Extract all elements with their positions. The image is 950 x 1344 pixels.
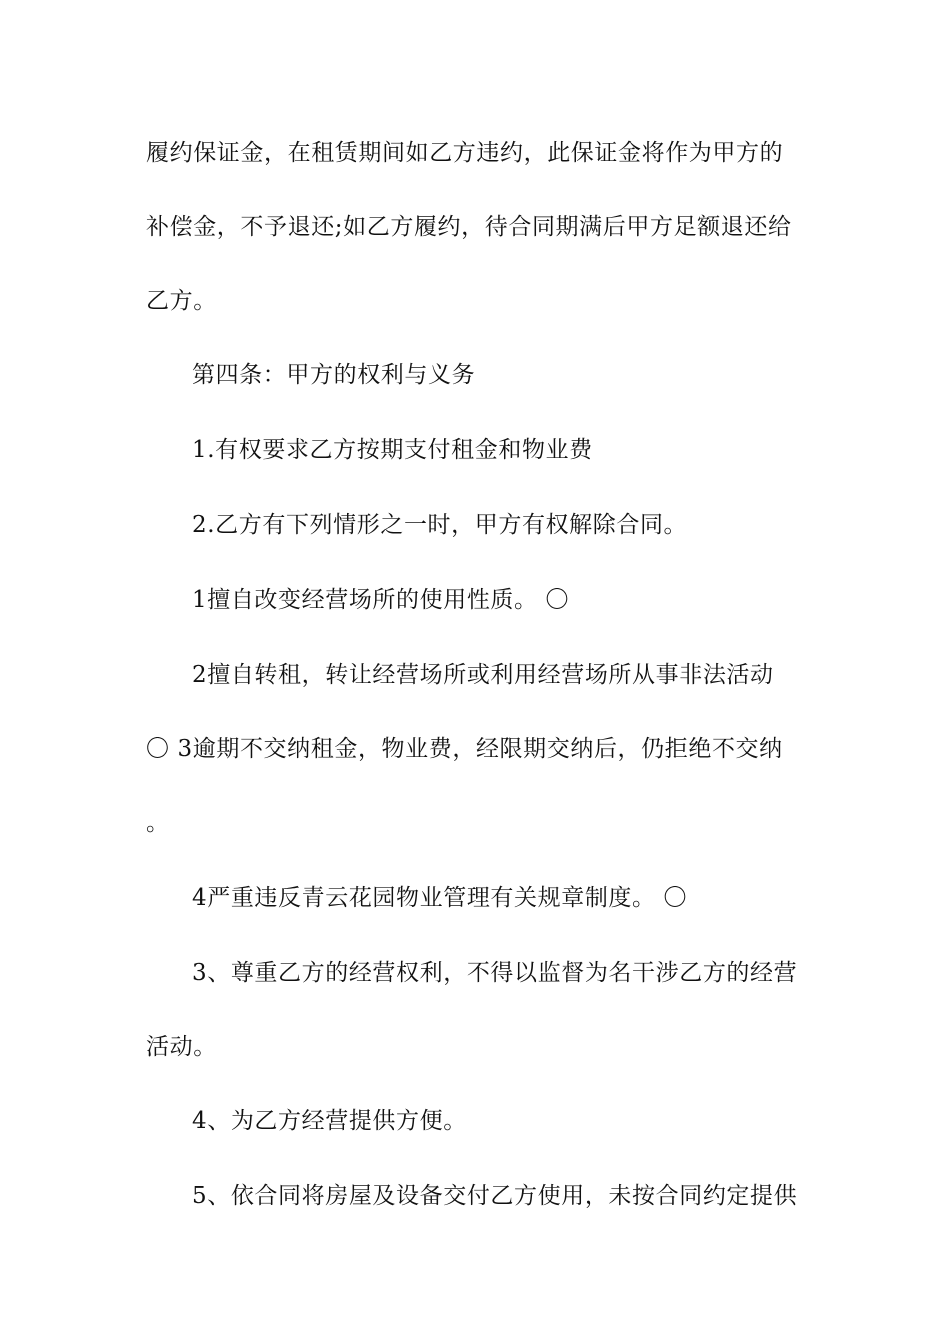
paragraph-line: 。	[146, 810, 170, 836]
list-item: 2擅自转租，转让经营场所或利用经营场所从事非法活动	[192, 662, 774, 688]
section-heading: 第四条：甲方的权利与义务	[192, 362, 476, 388]
list-item: 4、为乙方经营提供方便。	[192, 1108, 467, 1134]
list-item: 5、依合同将房屋及设备交付乙方使用，未按合同约定提供	[192, 1183, 798, 1209]
paragraph-line: 活动。	[146, 1034, 217, 1060]
paragraph-line: 履约保证金，在租赁期间如乙方违约，此保证金将作为甲方的	[146, 140, 784, 166]
list-item: 2.乙方有下列情形之一时，甲方有权解除合同。	[192, 512, 688, 538]
list-item: 1.有权要求乙方按期支付租金和物业费	[192, 437, 593, 463]
list-item: 4严重违反青云花园物业管理有关规章制度。 〇	[192, 885, 688, 911]
paragraph-line: 〇 3逾期不交纳租金，物业费，经限期交纳后，仍拒绝不交纳	[146, 736, 783, 762]
paragraph-line: 乙方。	[146, 288, 217, 314]
list-item: 3、尊重乙方的经营权利，不得以监督为名干涉乙方的经营	[192, 960, 798, 986]
list-item: 1擅自改变经营场所的使用性质。 〇	[192, 587, 570, 613]
paragraph-line: 补偿金，不予退还;如乙方履约，待合同期满后甲方足额退还给	[146, 214, 792, 240]
